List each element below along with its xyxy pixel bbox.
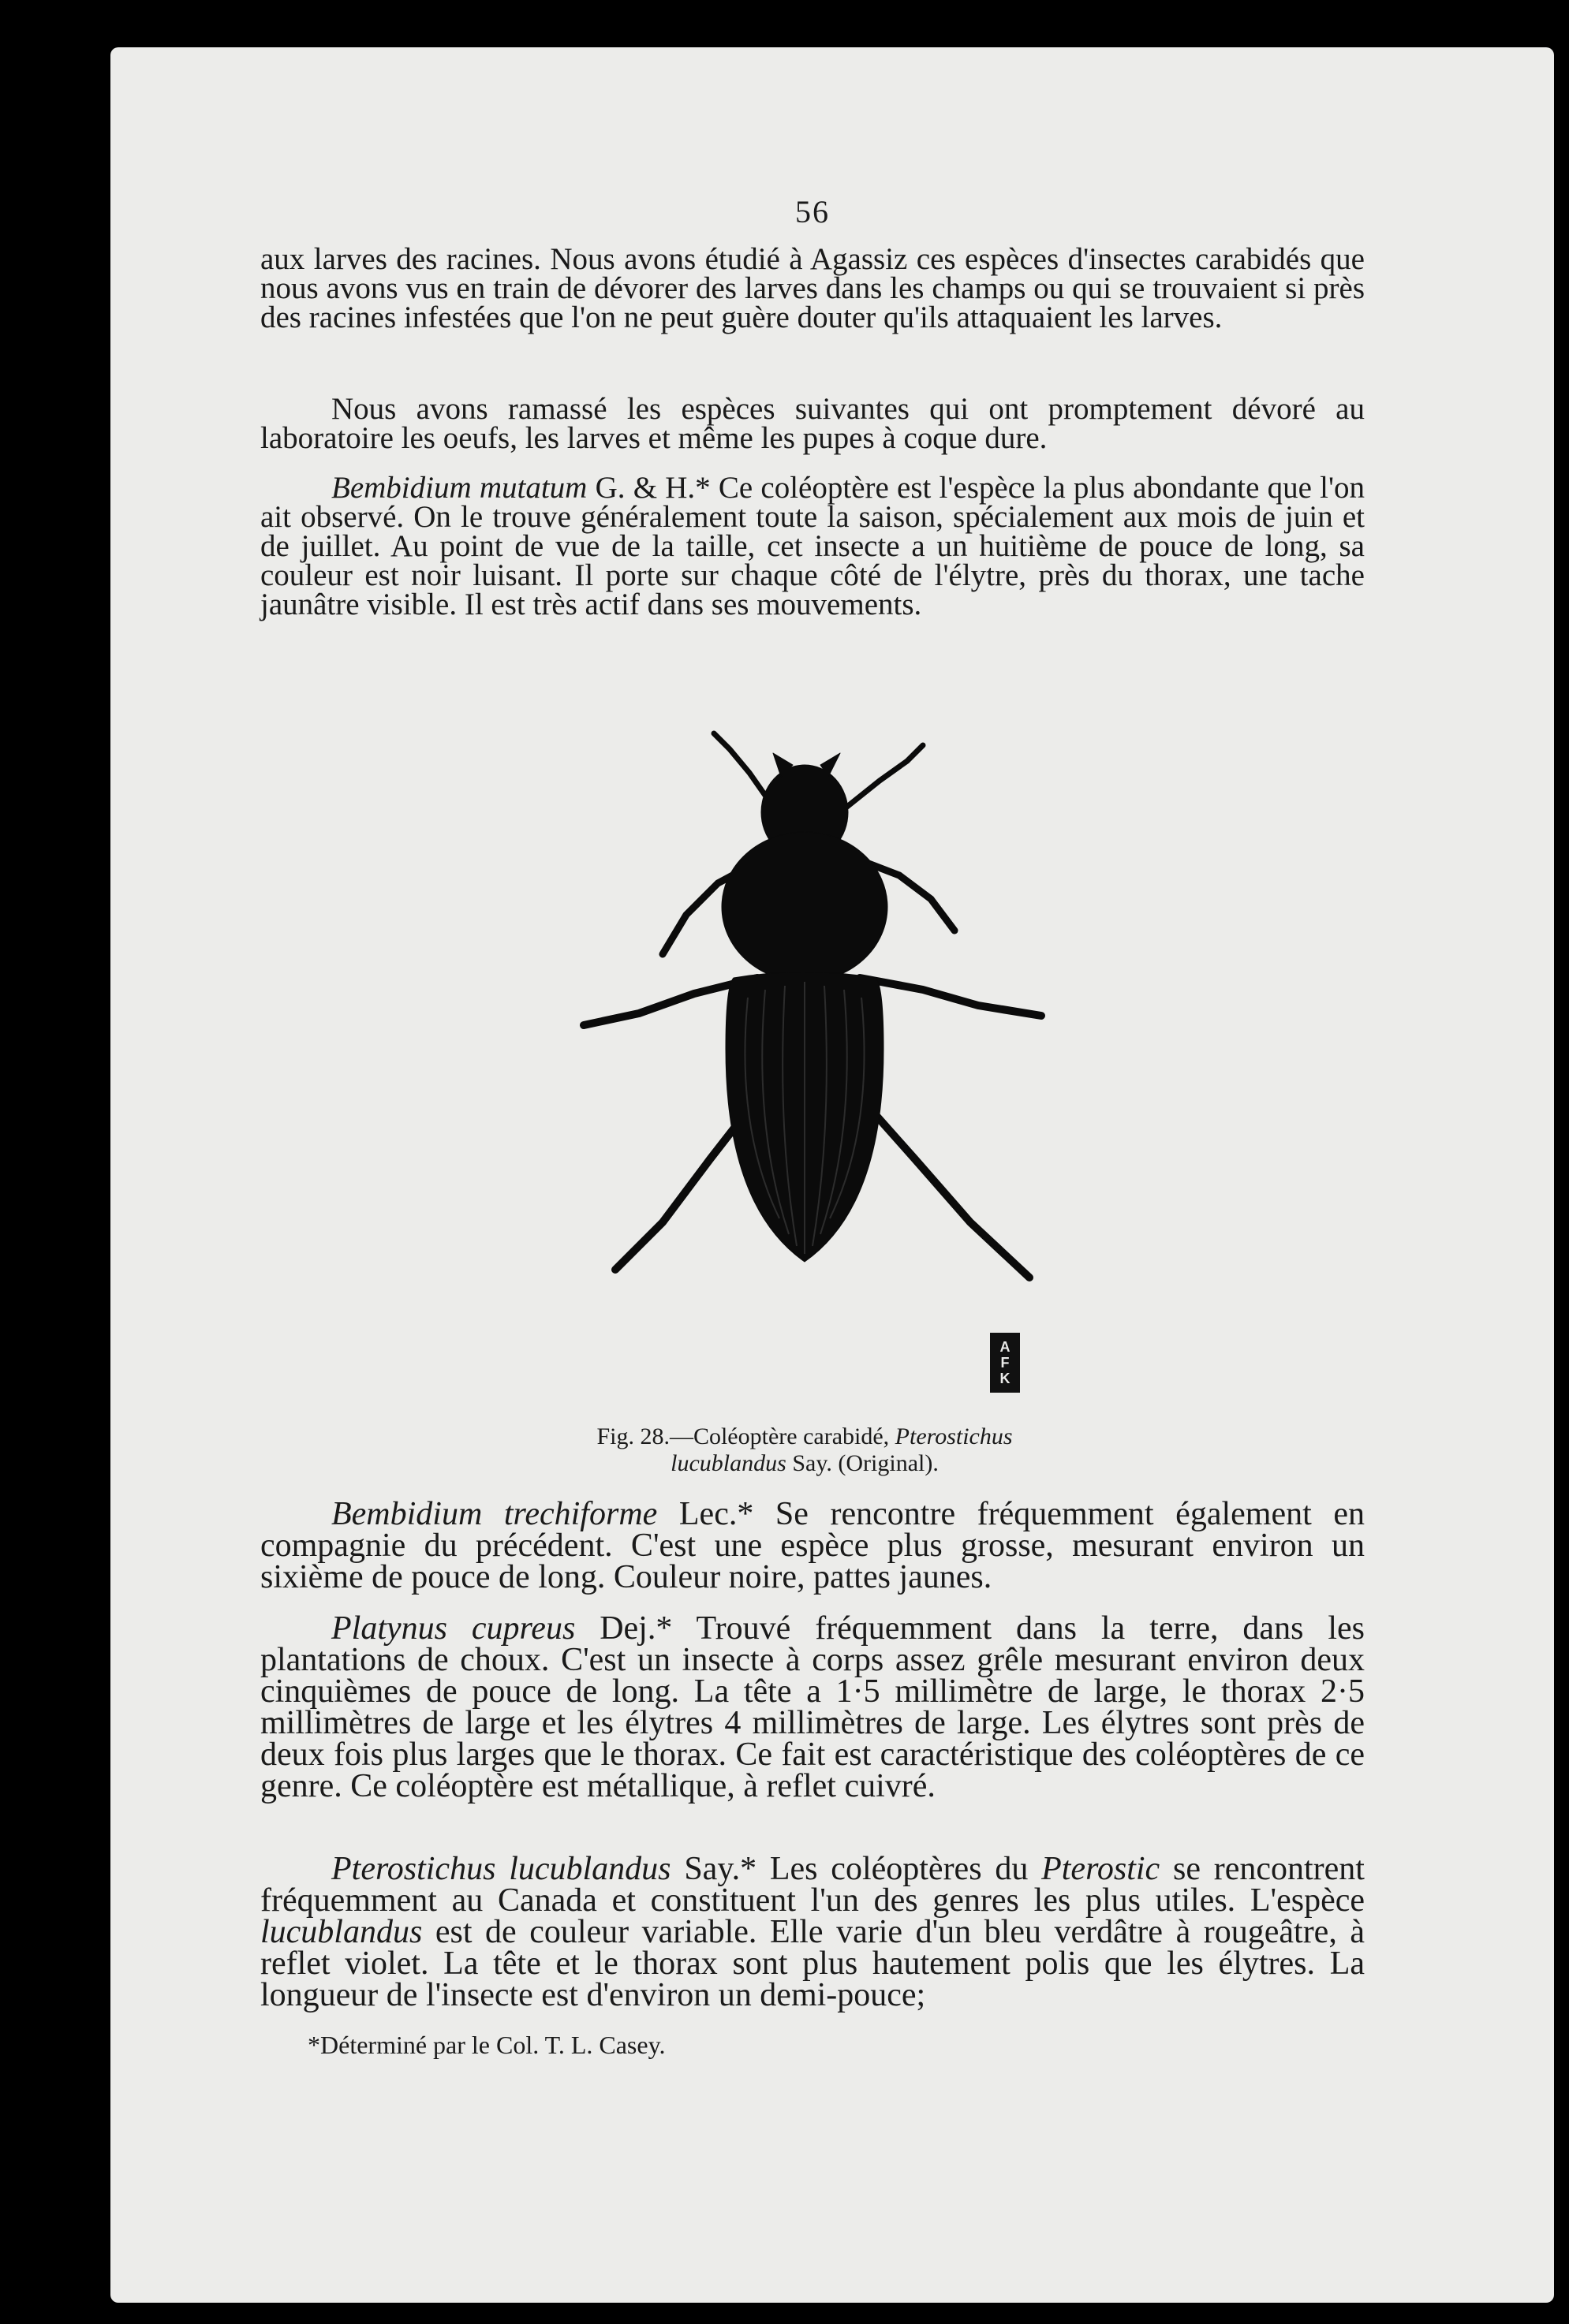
paragraph-bembidium-trechiforme xyxy=(260,1498,1365,1593)
artist-monogram-stamp xyxy=(990,1333,1020,1393)
caption-prefix: Fig. 28.—Coléoptère carabidé, xyxy=(596,1423,895,1449)
taxon-name: Pterostic xyxy=(1041,1851,1160,1887)
taxon-name: lucublandus xyxy=(260,1914,423,1950)
taxon-name: Bembidium mutatum xyxy=(331,471,588,505)
paragraph-platynus-cupreus xyxy=(260,1610,1365,1804)
monogram-letter: F xyxy=(1000,1355,1010,1371)
figure-caption xyxy=(552,1423,1057,1477)
page-number: 56 xyxy=(795,194,830,229)
monogram-letter: K xyxy=(999,1371,1011,1386)
monogram-letter: A xyxy=(999,1339,1011,1355)
paragraph-text: se rencontrent fréquemment au Canada et constituent l'un des genres les plus utiles. L'espèce xyxy=(260,1851,1365,1919)
caption-suffix: Say. (Original). xyxy=(786,1450,939,1476)
taxon-name: Pterostichus lucublandus xyxy=(331,1851,671,1887)
beetle-illustration xyxy=(568,718,1089,1412)
taxon-name: Platynus cupreus xyxy=(331,1610,576,1647)
paragraph-text: Say.* Les coléoptères du xyxy=(671,1851,1042,1887)
beetle-figure xyxy=(568,718,1089,1412)
paragraph-text: Lec.* Se rencontre fréquemment également en compagnie du précédent. C'est une espèce plus grosse, mesurant environ un sixième de pouce de long. Couleur noire, pattes jaunes. xyxy=(260,1496,1365,1595)
taxon-name: Bembidium trechiforme xyxy=(331,1496,658,1532)
paragraph-species-collected: Nous avons ramassé les espèces suivantes qui ont promptement dévoré au laboratoire les oeufs, les larves et même les pupes à coque dure. xyxy=(260,392,1365,455)
footnote: *Déterminé par le Col. T. L. Casey. xyxy=(308,2031,666,2059)
paragraph-bembidium-mutatum xyxy=(260,473,1365,619)
paragraph-text: est de couleur variable. Elle varie d'un bleu verdâtre à rougeâtre, à reflet violet. La tête et le thorax sont plus hautement polis que les élytres. La longueur de l'insecte est d'environ un demi-pouce; xyxy=(260,1914,1365,2013)
paragraph-text: G. & H.* Ce coléoptère est l'espèce la plus abondante que l'on ait observé. On le trouve généralement toute la saison, spécialement aux mois de juin et de juillet. Au point de vue de la taille, cet insecte a un huitième de pouce de long, sa couleur est noir luisant. Il porte sur chaque côté de l'élytre, près du thorax, une tache jaunâtre visible. Il est très actif dans ses mouvements. xyxy=(260,471,1365,621)
paragraph-text: Dej.* Trouvé fréquemment dans la terre, dans les plantations de choux. C'est un insecte à corps assez grêle mesurant environ deux cinquièmes de pouce de long. La tête a 1·5 millimètre de large, le thorax 2·5 millimètres de large et les élytres 4 millimètres de large. Les élytres sont près de deux fois plus larges que le thorax. Ce fait est caractéristique des coléoptères de ce genre. Ce coléoptère est métallique, à reflet cuivré. xyxy=(260,1610,1365,1804)
caption-taxon: Pterostichus lucublandus xyxy=(671,1423,1013,1476)
paragraph-pterostichus-lucublandus xyxy=(260,1853,1365,2011)
paragraph-intro: aux larves des racines. Nous avons étudié à Agassiz ces espèces d'insectes carabidés que nous avons vus en train de dévorer des larves dans les champs ou qui se trouvaient si près des racines infestées que l'on ne peut guère douter qu'ils attaquaient les larves. xyxy=(260,242,1365,334)
document-page xyxy=(110,47,1554,2303)
